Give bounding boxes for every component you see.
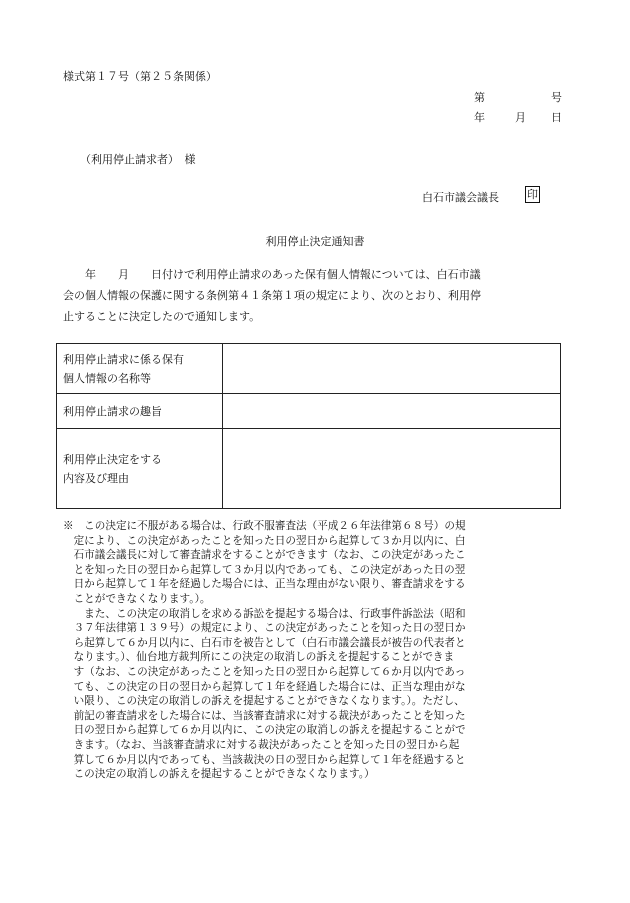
notice-line: 算して６か月以内であっても、当該裁決の日の翌日から起算して１年を経過すると: [63, 753, 466, 766]
body-text: [63, 264, 571, 327]
notice-line: す（なお、この決定があったことを知った日の翌日から起算して６か月以内であっ: [63, 665, 466, 678]
notice-line: ※ この決定に不服がある場合は、行政不服審査法（平成２６年法律第６８号）の規: [63, 520, 466, 532]
notice-line: 日の翌日から起算して６か月以内に、この決定の取消しの訴えを提起することがで: [63, 724, 466, 737]
label-line: 内容及び理由: [63, 471, 129, 485]
row-value: [223, 429, 561, 509]
recipient: （利用停止請求者） 様: [80, 153, 196, 166]
notice-line: きます。（なお、当該審査請求に対する裁決があったことを知った日の翌日から起: [63, 738, 460, 751]
notice-line: ことができなくなります。）。: [63, 592, 211, 605]
info-table: [56, 343, 561, 509]
row-label: [57, 429, 223, 509]
seal-box: 印: [527, 188, 538, 201]
document-title: 利用停止決定通知書: [265, 235, 365, 248]
notice-line: ３７年法律第１３９号）の規定により、この決定があったことを知った日の翌日か: [63, 622, 466, 635]
table-row: [57, 429, 561, 509]
appeal-notice: [63, 519, 573, 782]
label-line: 個人情報の名称等: [63, 371, 151, 385]
label-line: 利用停止決定をする: [63, 452, 162, 466]
row-label: [57, 394, 223, 429]
notice-line: 定により、この決定があったことを知った日の翌日から起算して３か月以内に、白: [63, 534, 466, 547]
form-number: 様式第１７号（第２５条関係）: [63, 70, 217, 83]
notice-line: とを知った日の翌日から起算して３か月以内であっても、この決定があった日の翌: [63, 563, 466, 576]
body-line: 会の個人情報の保護に関する条例第４１条第１項の規定により、次のとおり、利用停: [63, 289, 481, 302]
table-row: [57, 394, 561, 429]
year-label: 年: [474, 111, 485, 124]
body-line: 止することに決定したので通知します。: [63, 310, 261, 323]
notice-line: 前記の審査請求をした場合には、当該審査請求に対する裁決があったことを知った: [63, 709, 466, 722]
body-line: 年 月 日付けで利用停止請求のあった保有個人情報については、白石市議: [63, 268, 481, 281]
month-label: 月: [515, 111, 526, 124]
notice-line: この決定の取消しの訴えを提起することができなくなります。）: [63, 768, 375, 781]
notice-line: い限り、この決定の取消しの訴えを提起することができなくなります。）。ただし、: [63, 695, 465, 708]
number-suffix: 号: [551, 91, 562, 104]
day-label: 日: [551, 111, 562, 124]
notice-line: また、この決定の取消しを求める訴訟を提起する場合は、行政事件訴訟法（昭和: [63, 607, 466, 620]
notice-line: 石市議会議長に対して審査請求をすることができます（なお、この決定があったこ: [63, 549, 466, 562]
notice-line: ても、この決定の日の翌日から起算して１年を経過した場合には、正当な理由がな: [63, 680, 466, 693]
row-value: [223, 394, 561, 429]
label-line: 利用停止請求に係る保有: [63, 352, 184, 366]
notice-line: ら起算して６か月以内に、白石市を被告として（白石市議会議長が被告の代表者と: [63, 636, 466, 649]
label-line: 利用停止請求の趣旨: [63, 404, 162, 418]
row-value: [223, 344, 561, 394]
notice-line: 日から起算して１年を経過した場合には、正当な理由がない限り、審査請求をする: [63, 578, 466, 591]
notice-line: なります。）、仙台地方裁判所にこの決定の取消しの訴えを提起することができま: [63, 651, 455, 664]
table-row: [57, 344, 561, 394]
number-label: 第: [474, 91, 485, 104]
row-label: [57, 344, 223, 394]
sender-name: 白石市議会議長: [422, 191, 499, 204]
